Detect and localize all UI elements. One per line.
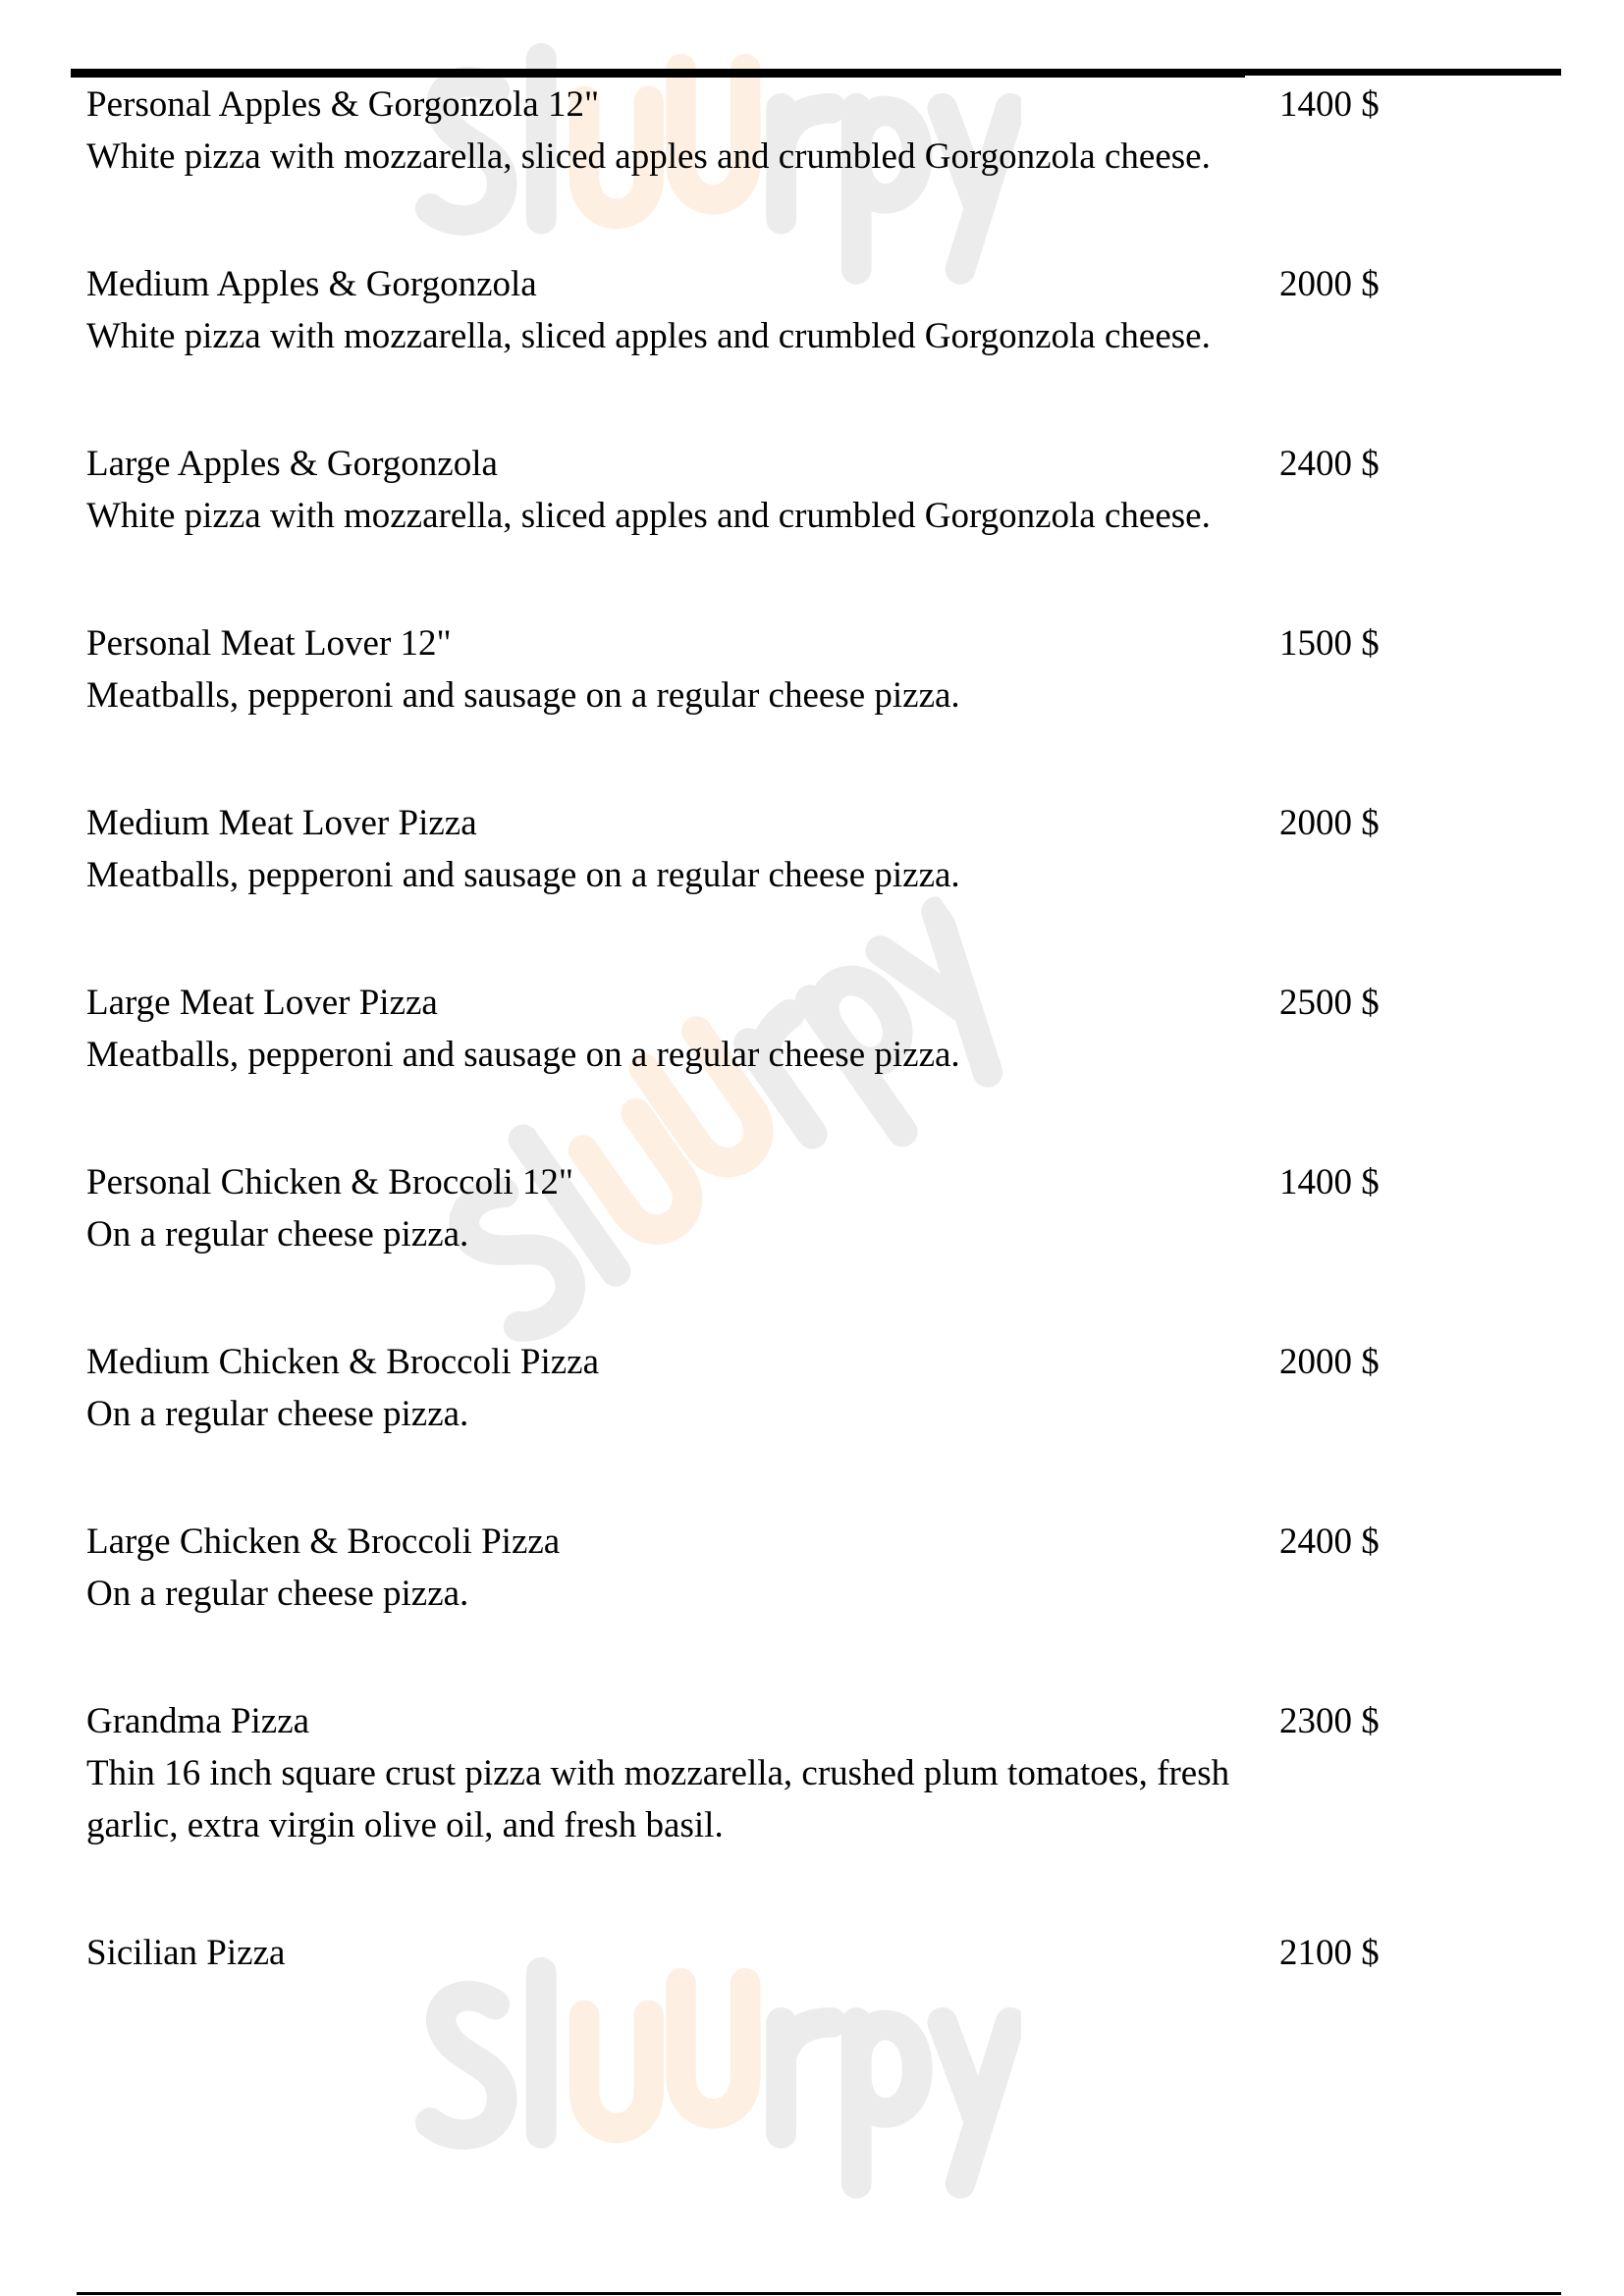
item-description: Meatballs, pepperoni and sausage on a regular cheese pizza. — [86, 855, 960, 895]
top-rule-underline — [71, 76, 1245, 78]
item-name: Sicilian Pizza — [86, 1933, 286, 1973]
item-price: 1400 $ — [1279, 84, 1380, 125]
item-description: On a regular cheese pizza. — [86, 1574, 469, 1614]
item-description: Thin 16 inch square crust pizza with mozzarella, crushed plum tomatoes, fresh garlic, extra virgin olive oil, and fresh basil. — [86, 1753, 1230, 1845]
item-description: Meatballs, pepperoni and sausage on a regular cheese pizza. — [86, 1035, 960, 1075]
item-price: 1400 $ — [1279, 1162, 1380, 1202]
item-description: White pizza with mozzarella, sliced apples and crumbled Gorgonzola cheese. — [86, 496, 1211, 536]
item-price: 2000 $ — [1279, 264, 1380, 304]
item-name: Personal Apples & Gorgonzola 12" — [86, 84, 600, 125]
menu-item — [86, 617, 1559, 721]
item-price: 2300 $ — [1279, 1701, 1380, 1741]
item-name: Grandma Pizza — [86, 1701, 310, 1741]
menu-item — [86, 1516, 1559, 1620]
item-name: Medium Meat Lover Pizza — [86, 803, 477, 843]
item-description: Meatballs, pepperoni and sausage on a regular cheese pizza. — [86, 675, 960, 716]
item-description: White pizza with mozzarella, sliced apples and crumbled Gorgonzola cheese. — [86, 316, 1211, 356]
item-price: 2500 $ — [1279, 983, 1380, 1023]
menu-item — [86, 797, 1559, 901]
item-price: 2000 $ — [1279, 803, 1380, 843]
menu-item — [86, 977, 1559, 1081]
item-price: 2000 $ — [1279, 1342, 1380, 1382]
item-price: 2100 $ — [1279, 1933, 1380, 1973]
menu-item — [86, 1156, 1559, 1260]
item-description: On a regular cheese pizza. — [86, 1214, 469, 1255]
item-name: Personal Meat Lover 12" — [86, 623, 452, 664]
bottom-rule — [77, 2292, 1561, 2295]
item-price: 2400 $ — [1279, 444, 1380, 484]
menu-list — [86, 79, 1559, 2055]
item-name: Large Chicken & Broccoli Pizza — [86, 1522, 561, 1562]
menu-item — [86, 258, 1559, 362]
item-name: Large Apples & Gorgonzola — [86, 444, 498, 484]
menu-item — [86, 1927, 1559, 1979]
item-name: Medium Apples & Gorgonzola — [86, 264, 537, 304]
item-price: 1500 $ — [1279, 623, 1380, 664]
top-rule — [71, 69, 1561, 76]
menu-item — [86, 79, 1559, 183]
menu-item — [86, 438, 1559, 542]
item-name: Large Meat Lover Pizza — [86, 983, 438, 1023]
menu-item — [86, 1695, 1559, 1851]
menu-item — [86, 1336, 1559, 1440]
item-description: On a regular cheese pizza. — [86, 1394, 469, 1434]
item-description: White pizza with mozzarella, sliced apples and crumbled Gorgonzola cheese. — [86, 136, 1211, 177]
item-name: Medium Chicken & Broccoli Pizza — [86, 1342, 599, 1382]
item-price: 2400 $ — [1279, 1522, 1380, 1562]
item-name: Personal Chicken & Broccoli 12" — [86, 1162, 574, 1202]
